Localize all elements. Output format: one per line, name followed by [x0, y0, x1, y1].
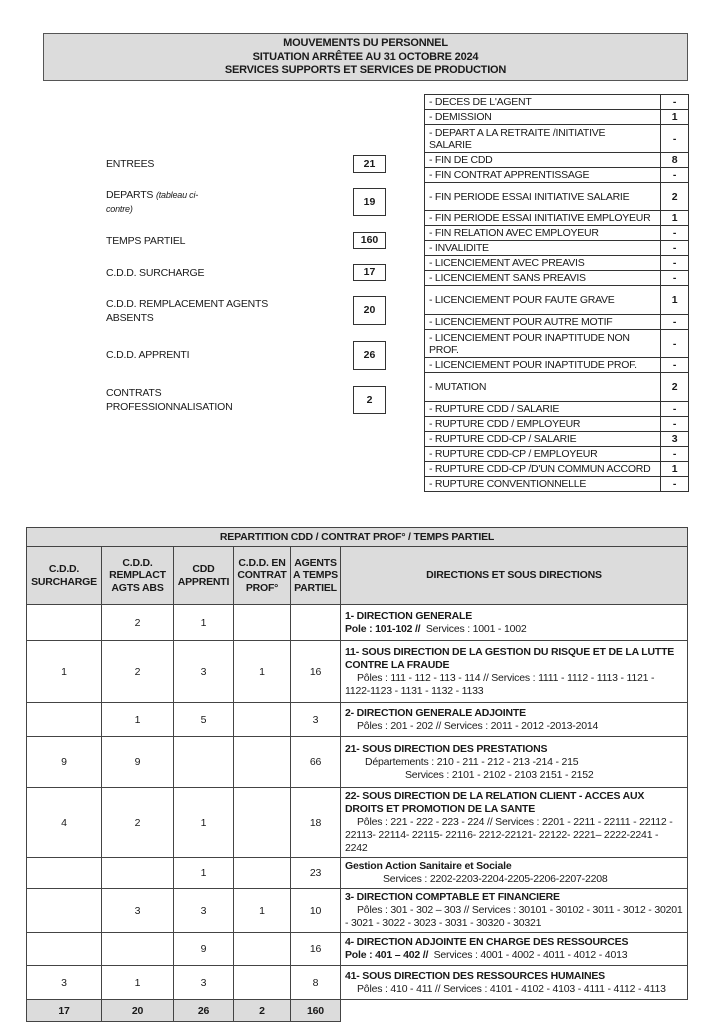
departure-row [425, 373, 689, 402]
cell-temps-partiel: 16 [291, 933, 341, 966]
departure-value: - [661, 168, 689, 183]
departure-row [425, 241, 689, 256]
cell-direction [341, 737, 688, 788]
cell-cdd-surcharge: 9 [27, 737, 102, 788]
departure-value: - [661, 315, 689, 330]
cell-temps-partiel: 66 [291, 737, 341, 788]
departure-row [425, 462, 689, 477]
cell-cdd-surcharge [27, 605, 102, 641]
repartition-table [26, 527, 688, 1022]
departure-row [425, 95, 689, 110]
cell-cdd-remplact: 2 [102, 641, 174, 703]
direction-title: 1- DIRECTION GENERALE [345, 609, 473, 622]
departure-value: - [661, 447, 689, 462]
cell-cdd-surcharge [27, 703, 102, 737]
col-header-cdd-apprenti: CDD APPRENTI [174, 547, 234, 605]
cell-cdd-contrat-prof [234, 858, 291, 889]
cell-cdd-remplact: 1 [102, 966, 174, 1000]
direction-details-cont: 1122-1123 - 1131 - 1132 - 1133 [345, 684, 484, 697]
departs-note: (tableau ci-contre) [106, 190, 199, 214]
summary-value-temps-partiel: 160 [353, 232, 386, 249]
col-header-cdd-surcharge: C.D.D. SURCHARGE [27, 547, 102, 605]
departure-value: - [661, 226, 689, 241]
report-header [43, 33, 688, 81]
departure-value: 1 [661, 286, 689, 315]
summary-label-cdd-apprenti: C.D.D. APPRENTI [106, 349, 190, 361]
direction-services: Services : 2202-2203-2204-2205-2206-2207-2208 [383, 873, 608, 885]
departure-row [425, 315, 689, 330]
departure-label: - RUPTURE CDD / SALARIE [425, 402, 661, 417]
departure-label: - LICENCIEMENT AVEC PREAVIS [425, 256, 661, 271]
summary-label-cdd-remplacement: C.D.D. REMPLACEMENT AGENTS ABSENTS [106, 298, 269, 324]
cell-cdd-surcharge [27, 933, 102, 966]
direction-details: Pôles : 111 - 112 - 113 - 114 // Services : 1111 - 1112 - 1113 - 1121 - [357, 671, 655, 684]
table-row [27, 641, 688, 703]
direction-pole: Pole : 101-102 // [345, 622, 421, 635]
summary-label-temps-partiel: TEMPS PARTIEL [106, 235, 186, 247]
direction-details [345, 949, 683, 962]
departure-label: - FIN CONTRAT APPRENTISSAGE [425, 168, 661, 183]
col-header-directions: DIRECTIONS ET SOUS DIRECTIONS [341, 547, 688, 605]
direction-title: 3- DIRECTION COMPTABLE ET FINANCIERE [345, 891, 560, 903]
table-row [27, 889, 688, 933]
cell-cdd-remplact: 1 [102, 703, 174, 737]
total-cdd-apprenti: 26 [174, 1000, 234, 1022]
direction-title: 41- SOUS DIRECTION DES RESSOURCES HUMAINES [345, 969, 605, 982]
departure-value: - [661, 95, 689, 110]
cell-cdd-contrat-prof [234, 737, 291, 788]
direction-services: Services : 1001 - 1002 [425, 622, 527, 635]
departure-label: - RUPTURE CDD-CP / EMPLOYEUR [425, 447, 661, 462]
direction-details: Pôles : 410 - 411 // Services : 4101 - 4102 - 4103 - 4111 - 4112 - 4113 [357, 982, 666, 995]
departure-label: - FIN DE CDD [425, 153, 661, 168]
cell-cdd-apprenti: 1 [174, 605, 234, 641]
cell-cdd-remplact: 9 [102, 737, 174, 788]
summary-value-cdd-remplacement: 20 [353, 296, 386, 325]
departure-label: - LICENCIEMENT POUR INAPTITUDE NON PROF. [425, 330, 661, 358]
direction-title: 2- DIRECTION GENERALE ADJOINTE [345, 706, 526, 719]
departure-label: - MUTATION [425, 373, 661, 402]
direction-title: Gestion Action Sanitaire et Sociale [345, 860, 512, 872]
departure-label: - FIN PERIODE ESSAI INITIATIVE EMPLOYEUR [425, 211, 661, 226]
departure-row [425, 402, 689, 417]
departure-row [425, 447, 689, 462]
cell-cdd-remplact [102, 933, 174, 966]
summary-label-entrees: ENTREES [106, 158, 155, 170]
departure-value: 2 [661, 183, 689, 211]
departure-value: - [661, 402, 689, 417]
direction-title: 22- SOUS DIRECTION DE LA RELATION CLIENT - ACCES AUX DROITS ET PROMOTION DE LA SANTE [345, 790, 645, 815]
total-temps-partiel: 160 [291, 1000, 341, 1022]
summary-value-departs: 19 [353, 188, 386, 216]
cell-temps-partiel: 18 [291, 788, 341, 858]
departure-row [425, 271, 689, 286]
direction-services: Services : 2101 - 2102 - 2103 2151 - 2152 [405, 768, 594, 781]
table-row [27, 966, 688, 1000]
col-header-temps-partiel: AGENTS A TEMPS PARTIEL [291, 547, 341, 605]
cell-cdd-surcharge: 4 [27, 788, 102, 858]
departure-label: - DEPART A LA RETRAITE /INITIATIVE SALARIE [425, 125, 661, 153]
cell-direction [341, 641, 688, 703]
cell-cdd-contrat-prof [234, 788, 291, 858]
direction-details-cont: - 3021 - 3022 - 3023 - 3031 - 30320 - 30321 [345, 917, 542, 929]
table-row [27, 858, 688, 889]
cell-cdd-apprenti: 3 [174, 641, 234, 703]
summary-label-cdd-surcharge: C.D.D. SURCHARGE [106, 267, 205, 279]
departure-value: 1 [661, 211, 689, 226]
col-header-cdd-contrat-prof: C.D.D. EN CONTRAT PROF° [234, 547, 291, 605]
cell-temps-partiel: 10 [291, 889, 341, 933]
direction-services: Services : 4001 - 4002 - 4011 - 4012 - 4013 [433, 949, 628, 961]
cell-cdd-surcharge [27, 889, 102, 933]
direction-details: Pôles : 221 - 222 - 223 - 224 // Services : 2201 - 2211 - 22111 - 22112 - [357, 816, 673, 828]
col-header-cdd-remplact: C.D.D. REMPLACT AGTS ABS [102, 547, 174, 605]
header-scope: SERVICES SUPPORTS ET SERVICES DE PRODUCTION [224, 64, 507, 76]
table-row [27, 605, 688, 641]
departure-label: - FIN RELATION AVEC EMPLOYEUR [425, 226, 661, 241]
departure-value: - [661, 271, 689, 286]
cell-cdd-apprenti: 3 [174, 966, 234, 1000]
table-row [27, 737, 688, 788]
departure-label: - RUPTURE CDD-CP /D'UN COMMUN ACCORD [425, 462, 661, 477]
departs-text: DEPARTS [106, 189, 154, 201]
departure-value: - [661, 477, 689, 492]
direction-departements: Départements : 210 - 211 - 212 - 213 -214 - 215 [365, 755, 579, 768]
departure-value: - [661, 256, 689, 271]
cell-temps-partiel: 3 [291, 703, 341, 737]
totals-row [27, 1000, 688, 1022]
cell-cdd-contrat-prof [234, 966, 291, 1000]
cell-cdd-apprenti: 1 [174, 858, 234, 889]
cell-cdd-apprenti: 5 [174, 703, 234, 737]
departure-value: 2 [661, 373, 689, 402]
departure-row [425, 168, 689, 183]
departure-row [425, 110, 689, 125]
cell-cdd-surcharge [27, 858, 102, 889]
cell-cdd-remplact: 3 [102, 889, 174, 933]
cell-cdd-contrat-prof: 1 [234, 889, 291, 933]
direction-details [345, 623, 683, 636]
cell-cdd-remplact [102, 858, 174, 889]
cell-temps-partiel: 23 [291, 858, 341, 889]
summary-label-departs [106, 188, 216, 216]
cell-cdd-remplact: 2 [102, 605, 174, 641]
cell-direction [341, 966, 688, 1000]
departure-row [425, 417, 689, 432]
direction-title: 4- DIRECTION ADJOINTE EN CHARGE DES RESSOURCES [345, 936, 629, 948]
departure-label: - DEMISSION [425, 110, 661, 125]
departure-row [425, 211, 689, 226]
table-row [27, 933, 688, 966]
header-date: SITUATION ARRÊTEE AU 31 OCTOBRE 2024 [252, 50, 479, 63]
departure-value: - [661, 417, 689, 432]
cell-direction [341, 788, 688, 858]
cell-direction [341, 889, 688, 933]
direction-title: 11- SOUS DIRECTION DE LA GESTION DU RISQUE ET DE LA LUTTE CONTRE LA FRAUDE [345, 645, 675, 671]
departure-value: 8 [661, 153, 689, 168]
summary-value-cdd-apprenti: 26 [353, 341, 386, 370]
direction-pole: Pole : 401 – 402 // [345, 949, 429, 961]
cell-temps-partiel: 8 [291, 966, 341, 1000]
departure-value: - [661, 241, 689, 256]
cell-direction [341, 605, 688, 641]
direction-title: 21- SOUS DIRECTION DES PRESTATIONS [345, 742, 548, 755]
departure-label: - RUPTURE CONVENTIONNELLE [425, 477, 661, 492]
cell-direction [341, 933, 688, 966]
cell-cdd-apprenti: 3 [174, 889, 234, 933]
cell-cdd-contrat-prof [234, 933, 291, 966]
summary-value-entrees: 21 [353, 155, 386, 173]
cell-cdd-apprenti: 1 [174, 788, 234, 858]
repartition-title: REPARTITION CDD / CONTRAT PROF° / TEMPS PARTIEL [27, 528, 688, 547]
totals-blank [341, 1000, 688, 1022]
departures-table [424, 94, 689, 492]
departure-label: - FIN PERIODE ESSAI INITIATIVE SALARIE [425, 183, 661, 211]
departure-row [425, 256, 689, 271]
summary-label-contrats-pro: CONTRATS PROFESSIONNALISATION [106, 387, 233, 413]
cell-direction [341, 858, 688, 889]
direction-details-cont: 22113- 22114- 22115- 22116- 2212-22121- 22122- 2221– 2222-2241 - 2242 [345, 829, 659, 854]
departure-row [425, 432, 689, 447]
summary-value-cdd-surcharge: 17 [353, 264, 386, 281]
departure-label: - DECES DE L'AGENT [425, 95, 661, 110]
cell-cdd-contrat-prof [234, 703, 291, 737]
direction-details: Pôles : 201 - 202 // Services : 2011 - 2012 -2013-2014 [357, 719, 599, 732]
cell-cdd-contrat-prof [234, 605, 291, 641]
departure-label: - RUPTURE CDD / EMPLOYEUR [425, 417, 661, 432]
cell-cdd-apprenti: 9 [174, 933, 234, 966]
departure-label: - INVALIDITE [425, 241, 661, 256]
total-cdd-remplact: 20 [102, 1000, 174, 1022]
departure-value: - [661, 358, 689, 373]
departure-value: 3 [661, 432, 689, 447]
departure-value: - [661, 330, 689, 358]
direction-details: Pôles : 301 - 302 – 303 // Services : 30101 - 30102 - 3011 - 3012 - 30201 [357, 904, 683, 916]
cell-cdd-surcharge: 1 [27, 641, 102, 703]
cell-cdd-apprenti [174, 737, 234, 788]
departure-row [425, 125, 689, 153]
departure-row [425, 183, 689, 211]
departure-value: 1 [661, 462, 689, 477]
cell-temps-partiel: 16 [291, 641, 341, 703]
cell-cdd-surcharge: 3 [27, 966, 102, 1000]
departure-label: - LICENCIEMENT POUR FAUTE GRAVE [425, 286, 661, 315]
summary-value-contrats-pro: 2 [353, 386, 386, 414]
cell-cdd-remplact: 2 [102, 788, 174, 858]
departure-row [425, 358, 689, 373]
cell-direction [341, 703, 688, 737]
departure-value: 1 [661, 110, 689, 125]
departure-row [425, 286, 689, 315]
cell-temps-partiel [291, 605, 341, 641]
departure-label: - LICENCIEMENT POUR INAPTITUDE PROF. [425, 358, 661, 373]
departure-row [425, 477, 689, 492]
departure-label: - LICENCIEMENT POUR AUTRE MOTIF [425, 315, 661, 330]
total-cdd-surcharge: 17 [27, 1000, 102, 1022]
table-row [27, 703, 688, 737]
total-cdd-contrat-prof: 2 [234, 1000, 291, 1022]
table-row [27, 788, 688, 858]
cell-cdd-contrat-prof: 1 [234, 641, 291, 703]
departure-value: - [661, 125, 689, 153]
departure-row [425, 330, 689, 358]
departure-row [425, 226, 689, 241]
departure-label: - RUPTURE CDD-CP / SALARIE [425, 432, 661, 447]
departure-label: - LICENCIEMENT SANS PREAVIS [425, 271, 661, 286]
departure-row [425, 153, 689, 168]
header-title: MOUVEMENTS DU PERSONNEL [283, 37, 448, 49]
